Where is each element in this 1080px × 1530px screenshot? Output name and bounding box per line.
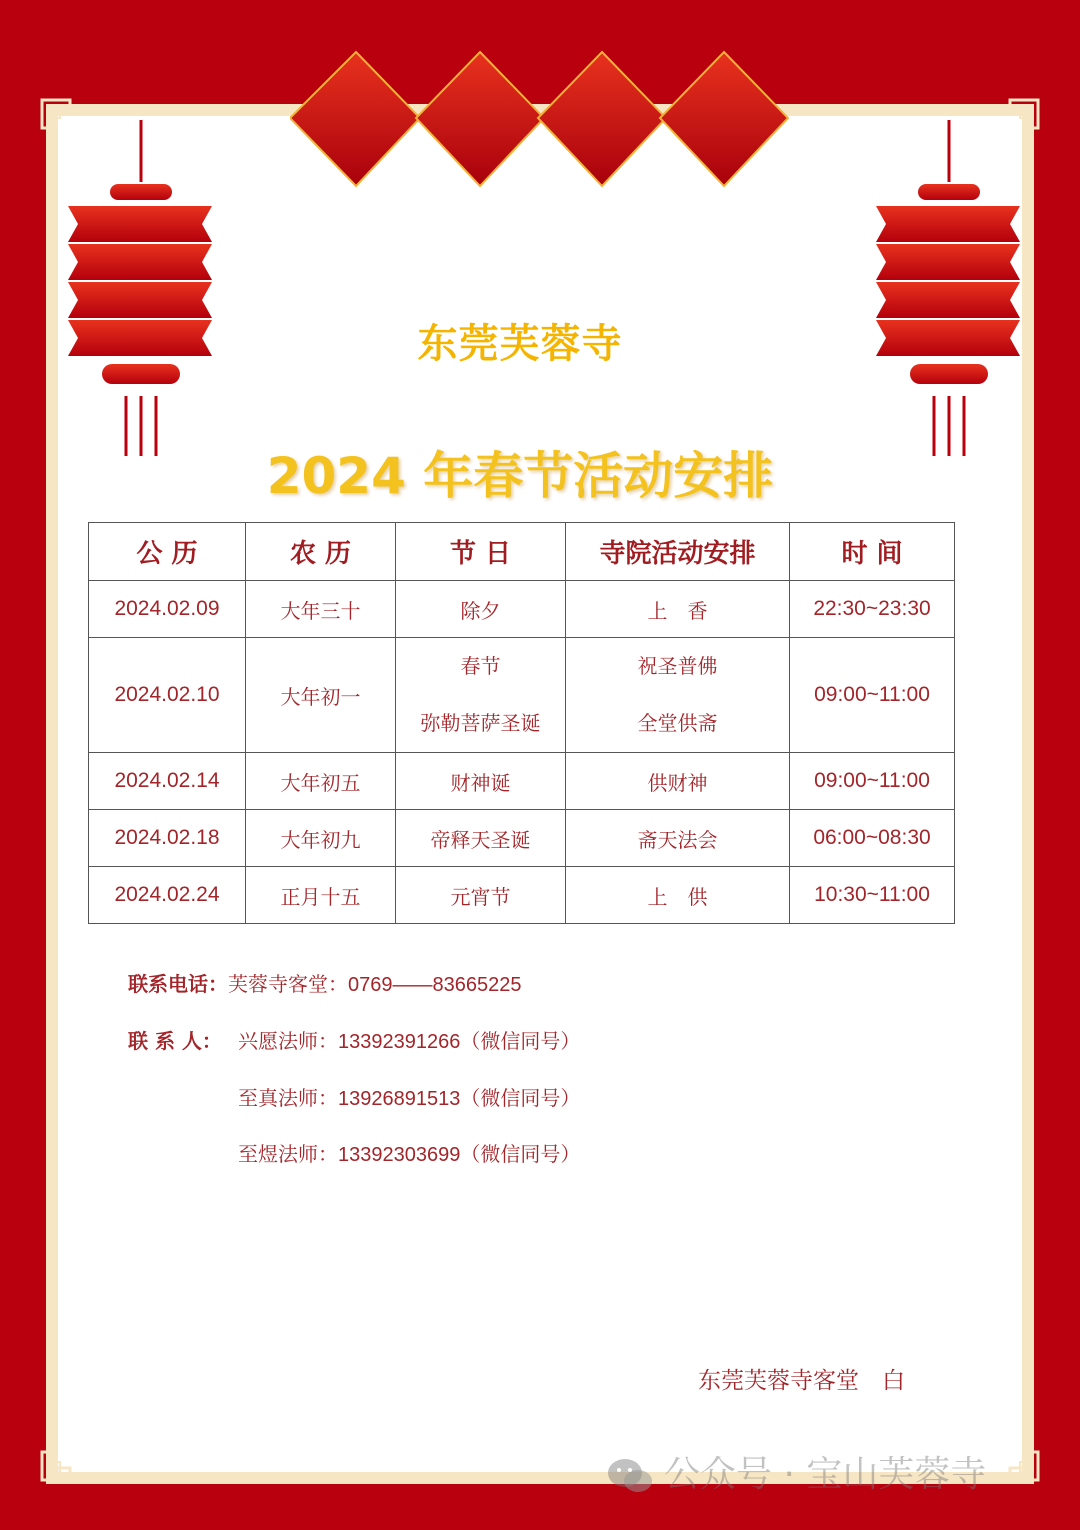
contact-person-line bbox=[238, 1082, 580, 1111]
contact-person-name: 至煜法师： bbox=[238, 1142, 338, 1166]
festival-cell bbox=[396, 638, 566, 753]
contact-phone-line bbox=[128, 968, 521, 997]
time-cell: 10:30~11:00 bbox=[790, 867, 955, 924]
watermark-text: 公众号 · 宝山芙蓉寺 bbox=[664, 1454, 987, 1495]
lunar-date-cell: 大年初九 bbox=[246, 810, 396, 867]
schedule-table bbox=[88, 522, 955, 924]
contact-phone-label: 联系电话： bbox=[128, 972, 228, 996]
activity-line: 全堂供斋 bbox=[637, 711, 718, 735]
contact-phone-dept: 芙蓉寺客堂： bbox=[228, 972, 348, 996]
time-cell: 06:00~08:30 bbox=[790, 810, 955, 867]
activity-cell: 供财神 bbox=[566, 753, 790, 810]
contact-person-label: 联 系 人： bbox=[128, 1029, 222, 1053]
festival-cell: 元宵节 bbox=[396, 867, 566, 924]
contact-person-name: 至真法师： bbox=[238, 1086, 338, 1110]
contact-person-phone: 13926891513 bbox=[338, 1088, 461, 1110]
activity-cell: 上 香 bbox=[566, 581, 790, 638]
contact-person-note: （微信同号） bbox=[460, 1086, 581, 1110]
festival-cell: 除夕 bbox=[396, 581, 566, 638]
activity-cell bbox=[566, 638, 790, 753]
column-header-activity: 寺院活动安排 bbox=[566, 523, 790, 581]
table-header-row bbox=[89, 523, 955, 581]
lantern-left bbox=[66, 120, 216, 460]
contact-person-note: （微信同号） bbox=[460, 1142, 581, 1166]
festival-line: 春节 bbox=[460, 654, 501, 678]
table-row bbox=[89, 753, 955, 810]
lunar-date-cell: 大年初五 bbox=[246, 753, 396, 810]
festival-cell: 财神诞 bbox=[396, 753, 566, 810]
contact-person-note: （微信同号） bbox=[460, 1029, 581, 1053]
watermark bbox=[606, 1446, 986, 1497]
page-title: 2024 年春节活动安排 bbox=[266, 447, 774, 505]
table-row bbox=[89, 810, 955, 867]
time-cell: 09:00~11:00 bbox=[790, 753, 955, 810]
contact-person-name: 兴愿法师： bbox=[238, 1029, 338, 1053]
column-header-festival: 节 日 bbox=[396, 523, 566, 581]
contact-person-line bbox=[128, 1025, 580, 1054]
column-header-solar: 公 历 bbox=[89, 523, 246, 581]
festival-line: 弥勒菩萨圣诞 bbox=[420, 711, 541, 735]
solar-date-cell: 2024.02.18 bbox=[89, 810, 246, 867]
table-row bbox=[89, 638, 955, 753]
solar-date-cell: 2024.02.10 bbox=[89, 638, 246, 753]
temple-name: 东莞芙蓉寺 bbox=[417, 321, 623, 367]
lunar-date-cell: 大年初一 bbox=[246, 638, 396, 753]
activity-cell: 斋天法会 bbox=[566, 810, 790, 867]
time-cell: 22:30~23:30 bbox=[790, 581, 955, 638]
signature: 东莞芙蓉寺客堂 白 bbox=[698, 1368, 905, 1394]
corner-ornament-bottom-right bbox=[994, 1436, 1040, 1482]
diamond-banner-decoration bbox=[290, 50, 790, 190]
corner-ornament-bottom-left bbox=[40, 1436, 86, 1482]
lunar-date-cell: 正月十五 bbox=[246, 867, 396, 924]
activity-cell: 上 供 bbox=[566, 867, 790, 924]
contact-person-phone: 13392391266 bbox=[338, 1031, 461, 1053]
lantern-right bbox=[874, 120, 1024, 460]
contact-person-line bbox=[238, 1138, 580, 1167]
time-cell: 09:00~11:00 bbox=[790, 638, 955, 753]
contact-person-phone: 13392303699 bbox=[338, 1144, 461, 1166]
festival-cell: 帝释天圣诞 bbox=[396, 810, 566, 867]
table-row bbox=[89, 867, 955, 924]
solar-date-cell: 2024.02.14 bbox=[89, 753, 246, 810]
lunar-date-cell: 大年三十 bbox=[246, 581, 396, 638]
table-row bbox=[89, 581, 955, 638]
column-header-lunar: 农 历 bbox=[246, 523, 396, 581]
column-header-time: 时 间 bbox=[790, 523, 955, 581]
solar-date-cell: 2024.02.24 bbox=[89, 867, 246, 924]
wechat-icon bbox=[606, 1456, 654, 1496]
activity-line: 祝圣普佛 bbox=[637, 654, 718, 678]
contact-phone-number: 0769——83665225 bbox=[348, 974, 522, 996]
solar-date-cell: 2024.02.09 bbox=[89, 581, 246, 638]
